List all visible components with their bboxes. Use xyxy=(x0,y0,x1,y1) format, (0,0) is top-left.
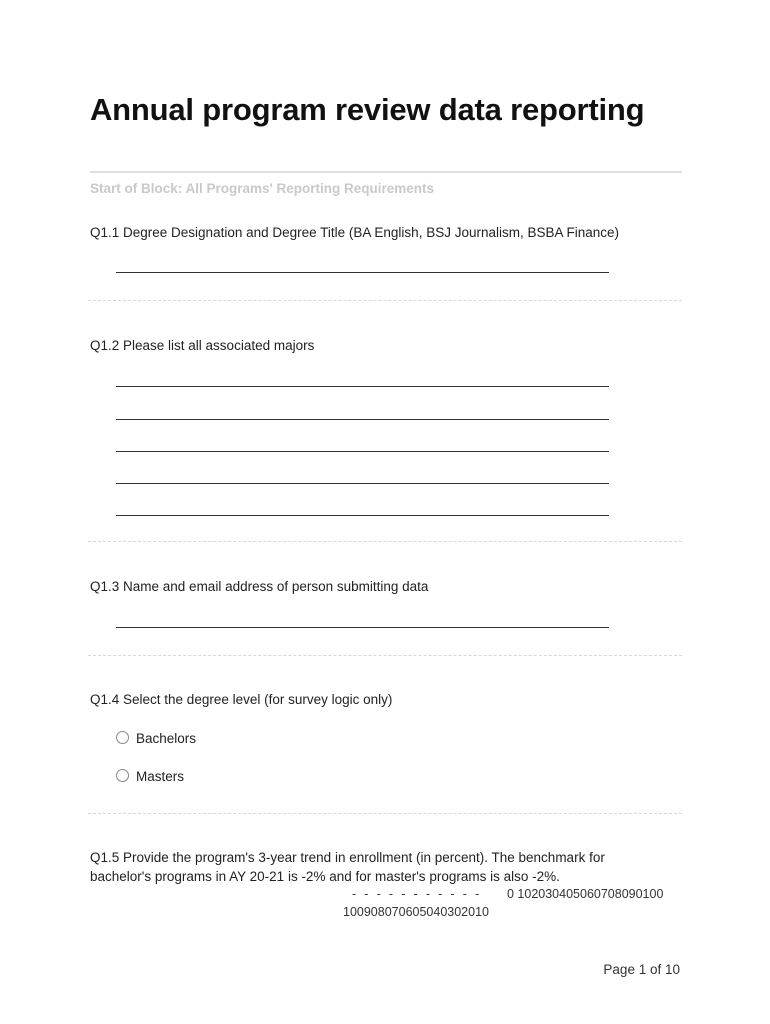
question-separator xyxy=(88,813,682,814)
question-separator xyxy=(88,541,682,542)
radio-masters[interactable] xyxy=(116,769,129,782)
answer-line-q1-2-5[interactable] xyxy=(116,515,609,516)
slider-negative-ticks: - - - - - - - - - - - xyxy=(352,887,480,901)
document-title: Annual program review data reporting xyxy=(90,92,645,127)
question-1-4: Q1.4 Select the degree level (for survey logic only) xyxy=(90,692,393,707)
answer-line-q1-2-1[interactable] xyxy=(116,386,609,387)
block-start-label: Start of Block: All Programs' Reporting Requirements xyxy=(90,181,435,196)
answer-line-q1-1[interactable] xyxy=(116,272,609,273)
question-1-3: Q1.3 Name and email address of person submitting data xyxy=(90,579,429,594)
slider-scale-negative: 100908070605040302010 xyxy=(343,905,489,919)
answer-line-q1-2-3[interactable] xyxy=(116,451,609,452)
slider-scale-positive: 0 102030405060708090100 xyxy=(507,887,664,901)
question-separator xyxy=(88,300,682,301)
question-1-2: Q1.2 Please list all associated majors xyxy=(90,338,315,353)
question-separator xyxy=(88,655,682,656)
question-1-5-line-2: bachelor's programs in AY 20-21 is -2% and for master's programs is also -2%. xyxy=(90,869,560,884)
question-1-1: Q1.1 Degree Designation and Degree Title (BA English, BSJ Journalism, BSBA Finance) xyxy=(90,225,620,240)
page-number: Page 1 of 10 xyxy=(603,962,680,977)
radio-bachelors[interactable] xyxy=(116,731,129,744)
answer-line-q1-2-4[interactable] xyxy=(116,483,609,484)
answer-line-q1-3[interactable] xyxy=(116,627,609,628)
radio-label-bachelors: Bachelors xyxy=(136,731,197,746)
answer-line-q1-2-2[interactable] xyxy=(116,419,609,420)
radio-label-masters: Masters xyxy=(136,769,185,784)
question-1-5-line-1: Q1.5 Provide the program's 3-year trend in enrollment (in percent). The benchmark for xyxy=(90,850,605,865)
title-divider xyxy=(90,171,682,173)
